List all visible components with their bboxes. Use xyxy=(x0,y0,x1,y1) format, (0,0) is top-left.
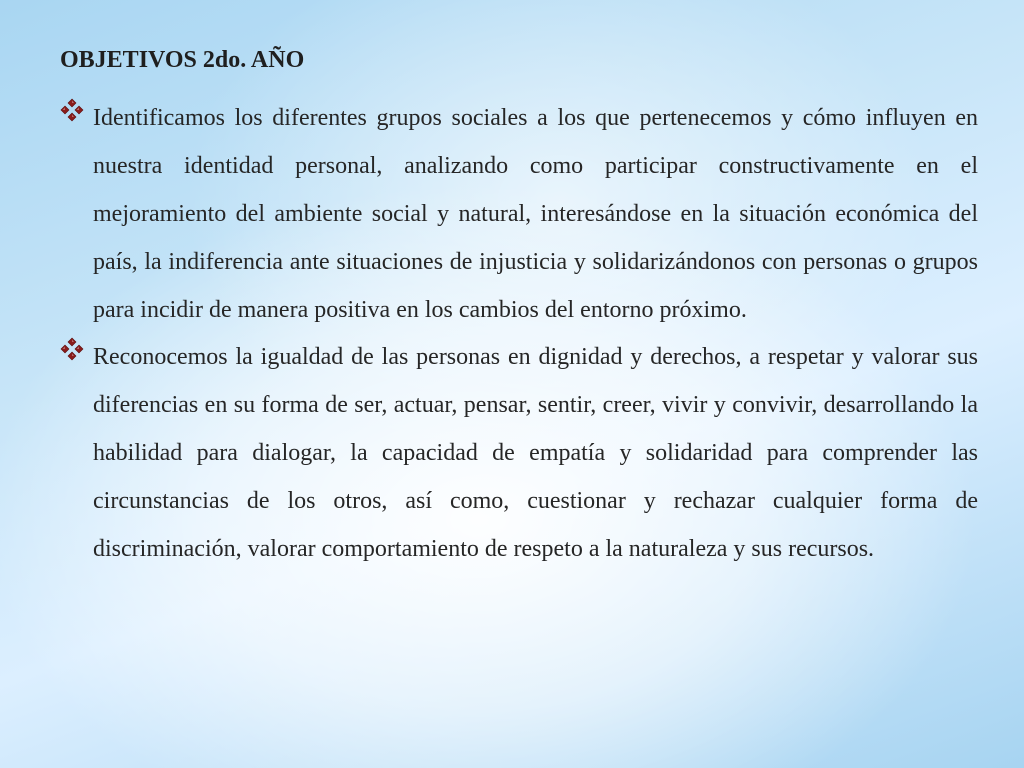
objectives-list xyxy=(60,102,978,580)
four-diamond-icon xyxy=(60,98,84,122)
list-item xyxy=(60,333,978,573)
four-diamond-icon xyxy=(60,337,84,361)
objective-text: Identificamos los diferentes grupos sociales a los que pertenecemos y cómo influyen en nuestra identidad personal, analizando como participar constructivamente en el mejoramiento del ambiente social y natural, interesándose en la situación económica del país, la indiferencia ante situaciones de injusticia y solidarizándonos con personas o grupos para incidir de manera positiva en los cambios del entorno próximo. xyxy=(93,105,978,323)
objective-text: Reconocemos la igualdad de las personas en dignidad y derechos, a respetar y valorar sus diferencias en su forma de ser, actuar, pensar, sentir, creer, vivir y convivir, desarrollando la habilidad para dialogar, la capacidad de empatía y solidaridad para comprender las circunstancias de los otros, así como, cuestionar y rechazar cualquier forma de discriminación, valorar comportamiento de respeto a la naturaleza y sus recursos. xyxy=(93,344,978,562)
slide-title: OBJETIVOS 2do. AÑO xyxy=(60,47,305,73)
list-item xyxy=(60,94,978,334)
